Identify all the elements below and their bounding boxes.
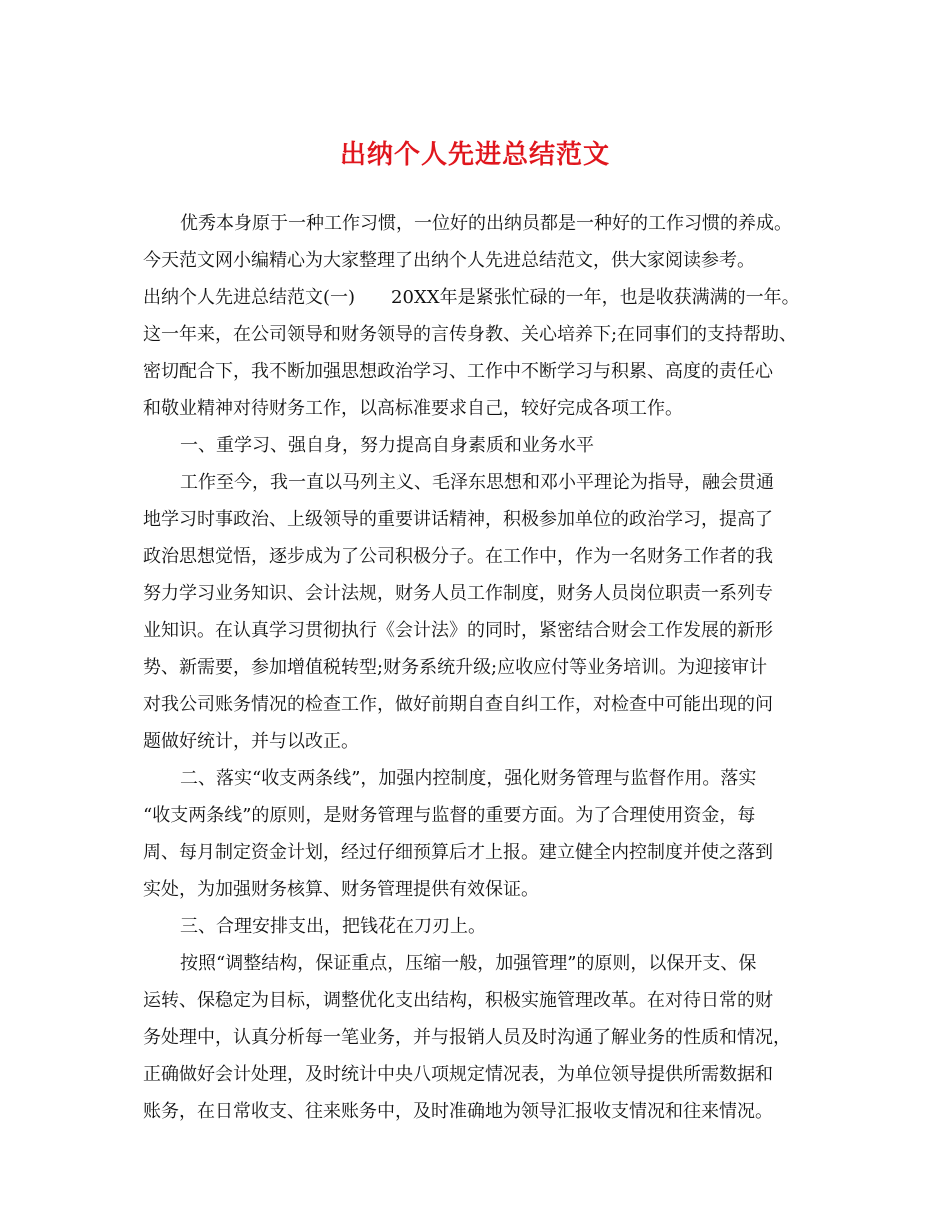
- document-body: [143, 205, 823, 1130]
- paragraph-line: 这一年来，在公司领导和财务领导的言传身教、关心培养下;在同事们的支持帮助、: [143, 324, 798, 345]
- paragraph-line: 努力学习业务知识、会计法规，财务人员工作制度，财务人员岗位职责一系列专: [143, 583, 773, 604]
- paragraph-line: 对我公司账务情况的检查工作，做好前期自查自纠工作，对检查中可能出现的问: [143, 694, 773, 715]
- paragraph-line: 和敬业精神对待财务工作，以高标准要求自己，较好完成各项工作。: [143, 398, 683, 419]
- paragraph-line: 密切配合下，我不断加强思想政治学习、工作中不断学习与积累、高度的责任心: [143, 361, 773, 382]
- paragraph-line: 账务，在日常收支、往来账务中，及时准确地为领导汇报收支情况和往来情况。: [143, 1101, 773, 1122]
- section-heading: 二、落实“收支两条线”，加强内控制度，强化财务管理与监督作用。落实: [180, 768, 757, 789]
- paragraph-line: 务处理中，认真分析每一笔业务，并与报销人员及时沟通了解业务的性质和情况，: [143, 1027, 791, 1048]
- paragraph-line: 工作至今，我一直以马列主义、毛泽东思想和邓小平理论为指导，融会贯通: [180, 472, 774, 493]
- section-heading: 三、合理安排支出，把钱花在刀刃上。: [180, 916, 486, 937]
- paragraph-line: 业知识。在认真学习贯彻执行《会计法》的同时，紧密结合财会工作发展的新形: [143, 620, 773, 641]
- paragraph-line: 今天范文网小编精心为大家整理了出纳个人先进总结范文，供大家阅读参考。: [143, 250, 755, 271]
- paragraph-text: 20XX年是紧张忙碌的一年，也是收获满满的一年。: [391, 287, 800, 308]
- paragraph-line: “收支两条线”的原则，是财务管理与监督的重要方面。为了合理使用资金，每: [143, 805, 756, 826]
- paragraph-line: 政治思想觉悟，逐步成为了公司积极分子。在工作中，作为一名财务工作者的我: [143, 546, 773, 567]
- document-title: 出纳个人先进总结范文: [339, 140, 610, 170]
- paragraph-line: 地学习时事政治、上级领导的重要讲话精神，积极参加单位的政治学习，提高了: [143, 509, 773, 530]
- paragraph-line: 优秀本身原于一种工作习惯，一位好的出纳员都是一种好的工作习惯的养成。: [180, 213, 792, 234]
- paragraph-line: 实处，为加强财务核算、财务管理提供有效保证。: [143, 879, 539, 900]
- section-heading: 一、重学习、强自身，努力提高自身素质和业务水平: [180, 435, 594, 456]
- paragraph-line: 势、新需要，参加增值税转型;财务系统升级;应收应付等业务培训。为迎接审计: [143, 657, 768, 678]
- section-heading-1: 出纳个人先进总结范文(一): [143, 287, 356, 308]
- paragraph-line: [143, 279, 823, 316]
- paragraph-line: 按照“调整结构，保证重点，压缩一般，加强管理”的原则，以保开支、保: [180, 953, 757, 974]
- paragraph-line: 运转、保稳定为目标，调整优化支出结构，积极实施管理改革。在对待日常的财: [143, 990, 773, 1011]
- paragraph-line: 周、每月制定资金计划，经过仔细预算后才上报。建立健全内控制度并使之落到: [143, 842, 773, 863]
- paragraph-line: 正确做好会计处理，及时统计中央八项规定情况表，为单位领导提供所需数据和: [143, 1064, 773, 1085]
- paragraph-line: 题做好统计，并与以改正。: [143, 731, 359, 752]
